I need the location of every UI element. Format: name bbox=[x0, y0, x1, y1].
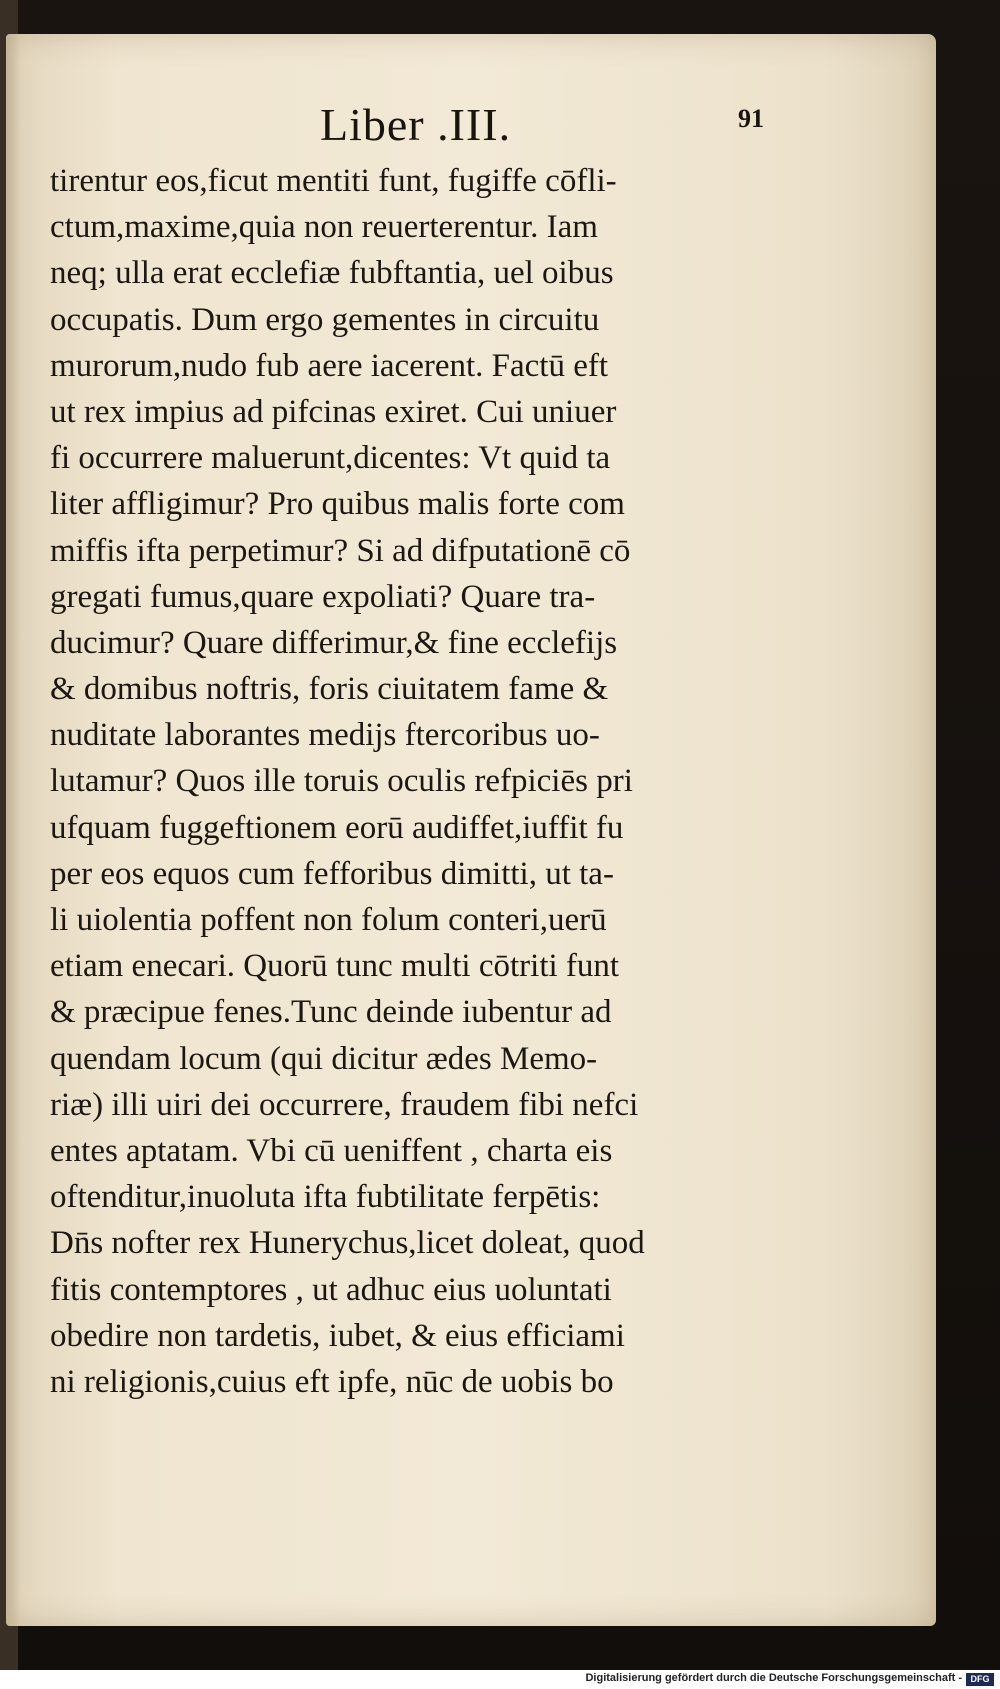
text-line: quendam locum (qui dicitur ædes Memo- bbox=[50, 1040, 598, 1077]
text-line: ufquam fuggeftionem eorū audiffet,iuffit fu bbox=[50, 809, 624, 846]
text-line: & præcipue fenes.Tunc deinde iubentur ad bbox=[50, 994, 612, 1031]
text-line: oftenditur,inuoluta ifta fubtilitate ferpētis: bbox=[50, 1179, 601, 1216]
page-edge-shading bbox=[6, 34, 20, 1626]
text-line: Dn̄s nofter rex Hunerychus,licet doleat, quod bbox=[50, 1225, 645, 1262]
text-line: neq; ulla erat ecclefiæ fubftantia, uel oibus bbox=[50, 255, 614, 292]
dfg-logo: DFG bbox=[966, 1673, 994, 1686]
text-line: obedire non tardetis, iubet, & eius efficiami bbox=[50, 1317, 625, 1354]
text-line: tirentur eos,ficut mentiti funt, fugiffe cōfli- bbox=[50, 163, 617, 199]
text-line: nuditate laborantes medijs ftercoribus uo- bbox=[50, 717, 600, 754]
text-line: liter affligimur? Pro quibus malis forte com bbox=[50, 486, 625, 523]
text-line: entes aptatam. Vbi cū ueniffent , charta eis bbox=[50, 1132, 613, 1169]
text-line: miffis ifta perpetimur? Si ad difputationē cō bbox=[50, 532, 631, 569]
digitization-footer bbox=[0, 1670, 1000, 1689]
text-line: fitis contemptores , ut adhuc eius uoluntati bbox=[50, 1271, 612, 1308]
text-line: riæ) illi uiri dei occurrere, fraudem fibi nefci bbox=[50, 1086, 639, 1123]
body-text bbox=[50, 158, 830, 1405]
text-line: & domibus noftris, foris ciuitatem fame & bbox=[50, 671, 609, 708]
text-line: ut rex impius ad pifcinas exiret. Cui uniuer bbox=[50, 393, 617, 430]
text-line: lutamur? Quos ille toruis oculis refpiciēs pri bbox=[50, 763, 633, 800]
running-head: Liber .III. bbox=[320, 99, 512, 150]
page-number: 91 bbox=[738, 104, 764, 133]
text-line: ducimur? Quare differimur,& fine ecclefijs bbox=[50, 624, 618, 661]
funding-credit: Digitalisierung gefördert durch die Deutsche Forschungsgemeinschaft - bbox=[585, 1672, 962, 1684]
text-line: ni religionis,cuius eft ipfe, nūc de uobis bo bbox=[50, 1363, 614, 1400]
text-line: li uiolentia poffent non folum conteri,uerū bbox=[50, 902, 607, 938]
text-line: murorum,nudo fub aere iacerent. Factū eft bbox=[50, 347, 609, 384]
text-line: ctum,maxime,quia non reuerterentur. Iam bbox=[50, 209, 598, 246]
text-line: etiam enecari. Quorū tunc multi cōtriti funt bbox=[50, 948, 620, 985]
text-line: per eos equos cum fefforibus dimitti, ut ta- bbox=[50, 855, 614, 892]
text-line: occupatis. Dum ergo gementes in circuitu bbox=[50, 301, 600, 338]
text-line: gregati fumus,quare expoliati? Quare tra- bbox=[50, 578, 596, 615]
text-line: fi occurrere maluerunt,dicentes: Vt quid ta bbox=[50, 440, 611, 477]
